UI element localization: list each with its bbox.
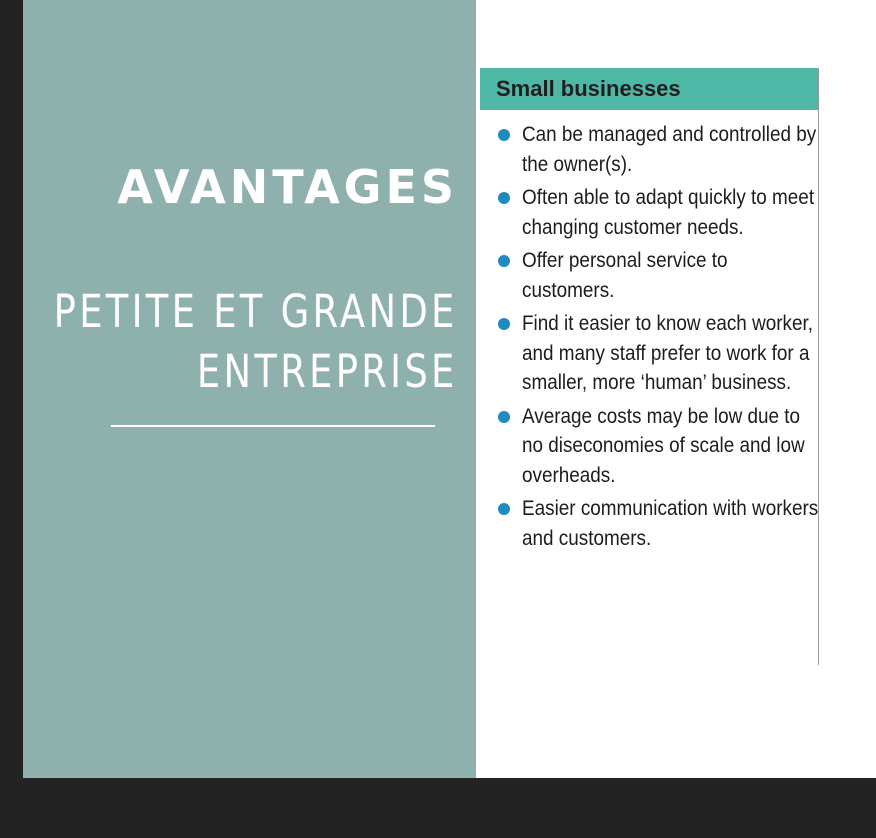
small-businesses-box: [480, 68, 819, 665]
subtitle-line-1: PETITE ET GRANDE: [54, 285, 458, 338]
bullet-text: Easier communication with workers and customers.: [522, 497, 819, 550]
subtitle-line-2: ENTREPRISE: [197, 345, 459, 398]
list-item: [480, 120, 818, 179]
box-header-label: Small businesses: [496, 76, 681, 101]
title-panel: [23, 0, 476, 778]
bullet-dot-icon: [498, 503, 510, 515]
bullet-text: Find it easier to know each worker, and many staff prefer to work for a smaller, more ‘human’ business.: [522, 312, 813, 394]
bullet-dot-icon: [498, 192, 510, 204]
bullet-text: Can be managed and controlled by the owner(s).: [522, 123, 817, 176]
slide-subtitle: [54, 282, 458, 402]
bullet-text: Often able to adapt quickly to meet changing customer needs.: [522, 186, 815, 239]
list-item: [480, 494, 818, 553]
list-item: [480, 309, 818, 398]
list-item: [480, 183, 818, 242]
bullet-list: [480, 120, 818, 557]
bullet-dot-icon: [498, 129, 510, 141]
list-item: [480, 246, 818, 305]
box-header: [480, 68, 818, 110]
slide-title: AVANTAGES: [117, 160, 458, 214]
bullet-dot-icon: [498, 318, 510, 330]
title-divider: [111, 425, 435, 427]
slide: [23, 0, 876, 778]
bullet-dot-icon: [498, 255, 510, 267]
list-item: [480, 402, 818, 491]
bullet-text: Offer personal service to customers.: [522, 249, 728, 302]
bullet-text: Average costs may be low due to no diseconomies of scale and low overheads.: [522, 404, 805, 487]
bullet-dot-icon: [498, 411, 510, 423]
